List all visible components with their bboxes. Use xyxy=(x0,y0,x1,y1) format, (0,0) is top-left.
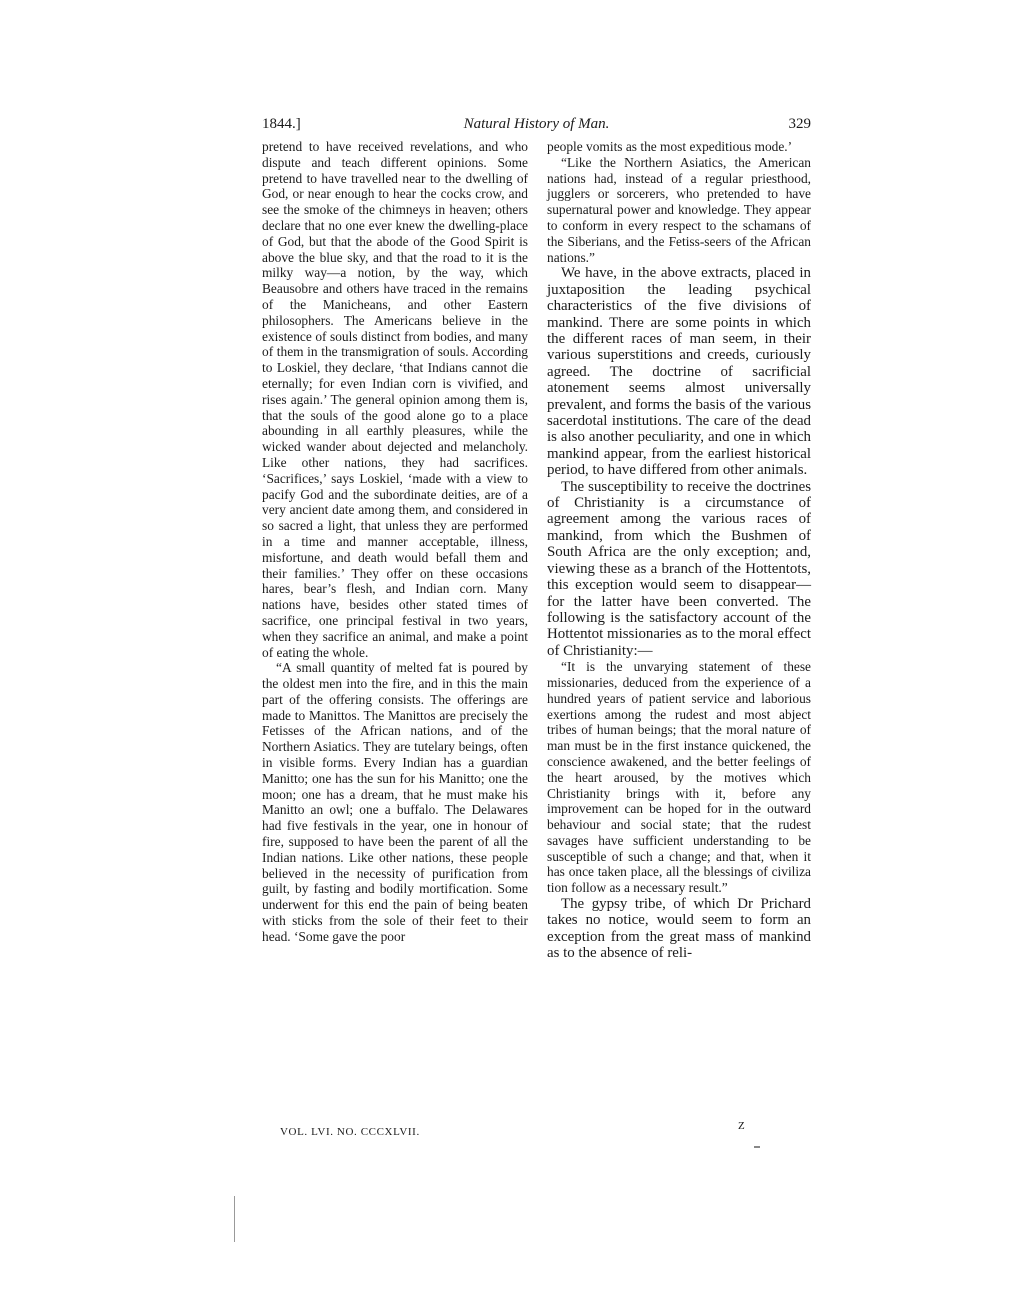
header-title: Natural History of Man. xyxy=(463,116,610,132)
right-column xyxy=(547,139,811,962)
paragraph: “It is the unvarying statement of these missionaries, deduced from the experience of a hundred years of patient service and laborious exertions among the rudest and most abject tribes of human beings; that the moral nature of man must be in the first instance quickened, the conscience awakened, and the better feelings of the heart aroused, by the motives which Christianity brings with it, before any improvement can be hoped for in the outward behaviour and social state; that the rudest savages have sufficient understanding to be susceptible of such a change; and that, when it has once taken place, all the blessings of civiliza tion follow as a necessary result.” xyxy=(547,659,811,896)
paragraph: “Like the Northern Asiatics, the American nations had, instead of a regular priesthood, jugglers or sorcerers, who pretended to have supernatural power and knowledge. They appear to conform in every respect to the schamans of the Siberians, and the Fetiss-seers of the African nations.” xyxy=(547,154,811,265)
header-page-number: 329 xyxy=(788,116,811,132)
left-column xyxy=(262,139,528,945)
ink-mark xyxy=(754,1146,760,1148)
paragraph: We have, in the above extracts, placed in juxtaposition the leading psychical characteristics of the five divisions of mankind. There are some points in which the different races of man seem, in their various superstitions and creeds, curiously agreed. The doctrine of sacrificial atonement seems almost universally prevalent, and forms the basis of the various sacerdotal institutions. The care of the dead is also another peculiarity, and one in which mankind appear, from the earliest historical period, to have differed from other animals. xyxy=(547,265,811,479)
header-year: 1844.] xyxy=(262,116,301,132)
signature-mark: Z xyxy=(738,1120,745,1132)
running-header xyxy=(262,116,811,138)
footer-volume: VOL. LVI. NO. CCCXLVII. xyxy=(280,1126,420,1138)
paragraph: pretend to have received revelations, and who dispute and teach different opinions. Some pretend to have travelled near to the dwelling of God, or near enough to hear the cocks crow, and see the smoke of the chimneys in heaven; others declare that no one ever knew the dwelling-place of God, but that the abode of the Good Spirit is above the blue sky, and that the road to it is the milky way—a notion, by the way, which Beausobre and others have traced in the remains of the Manicheans, and other Eastern philosophers. The Americans believe in the existence of souls distinct from bodies, and many of them in the transmigration of souls. According to Loskiel, they declare, ‘that Indians cannot die eternally; for even Indian corn is vivified, and rises again.’ The general opinion among them is, that the souls of the good alone go to a place abounding in all earthly pleasures, while the wicked wander about dejected and melancholy. Like other nations, they had sacrifices. ‘Sacrifices,’ says Loskiel, ‘made with a view to pacify God and the subordinate deities, are of a very ancient date among them, and considered in so sacred a light, that unless they are performed in a time and manner acceptable, illness, misfortune, and death would befall them and their families.’ They offer on these occasions hares, bear’s flesh, and Indian corn. Many nations have, besides other stated times of sacrifice, one principal festival in two years, when they sacrifice an animal, and make a point of eating the whole. xyxy=(262,139,528,660)
paragraph: The susceptibility to receive the doctrines of Christianity is a circumstance of agreement among the various races of mankind, from which the Bushmen of South Africa are the only exception; and, viewing these as a branch of the Hottentots, this exception would seem to disappear—for the latter have been converted. The following is the satisfactory account of the Hottentot missionaries as to the moral effect of Christianity:— xyxy=(547,478,811,659)
margin-line xyxy=(234,1196,235,1242)
paragraph: “A small quantity of melted fat is poured by the oldest men into the fire, and in this the main part of the offering consists. The offerings are made to Manittos. The Manittos are precisely the Fetisses of the African nations, and of the Northern Asiatics. They are tutelary beings, often in visible forms. Every Indian has a guardian Manitto; one has the sun for his Manitto; one the moon; one has a dream, that he must make his Manitto an owl; one a buffalo. The Delawares had five festivals in the year, one in honour of fire, supposed to have been the parent of all the Indian nations. Like other nations, these people believed in the necessity of purification from guilt, by fasting and bodily mortification. Some underwent for this end the pain of being beaten with sticks from the sole of their feet to their head. ‘Some gave the poor xyxy=(262,660,528,944)
paragraph: The gypsy tribe, of which Dr Prichard takes no notice, would seem to form an exception from the great mass of mankind as to the absence of reli- xyxy=(547,896,811,962)
paragraph: people vomits as the most expeditious mode.’ xyxy=(547,139,793,154)
